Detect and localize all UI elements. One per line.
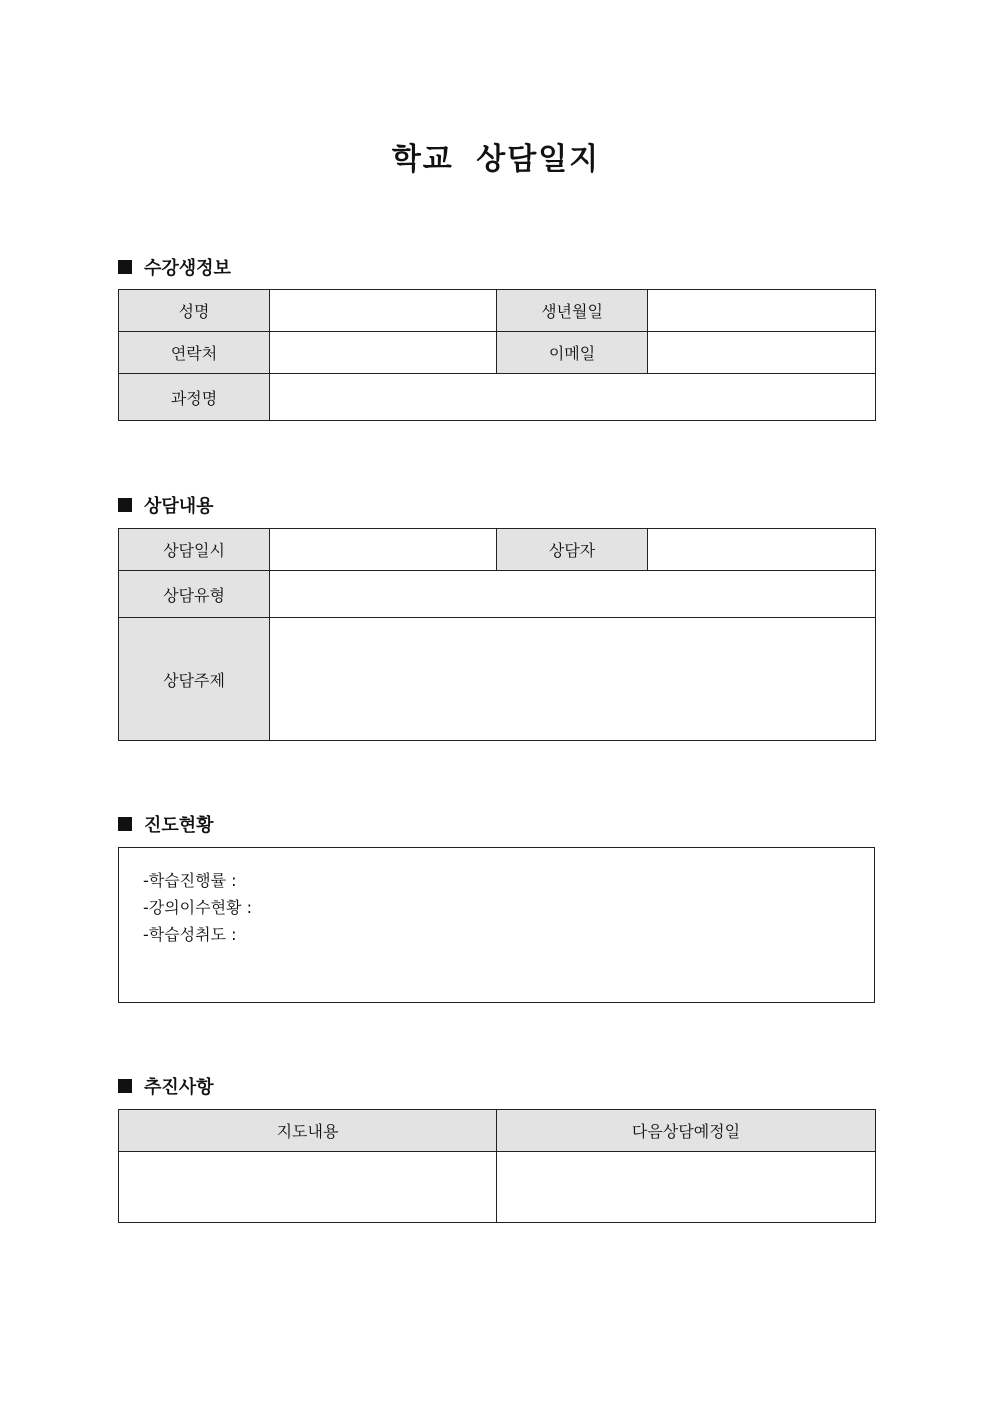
course-label: 과정명 — [119, 374, 270, 421]
student-info-table — [118, 289, 876, 421]
progress-line-lecture-completion: -강의이수현황 : — [143, 898, 252, 917]
section-heading-label: 진도현황 — [144, 815, 214, 836]
counselor-field[interactable] — [648, 529, 876, 571]
name-label: 성명 — [119, 290, 270, 332]
square-bullet-icon — [118, 1079, 132, 1093]
section-heading-progress — [118, 811, 214, 837]
progress-box[interactable] — [118, 847, 875, 1003]
datetime-field[interactable] — [270, 529, 497, 571]
next-date-field[interactable] — [497, 1152, 876, 1223]
guidance-header: 지도내용 — [119, 1110, 497, 1152]
type-label: 상담유형 — [119, 571, 270, 618]
guidance-field[interactable] — [119, 1152, 497, 1223]
section-heading-consultation — [118, 492, 214, 518]
course-field[interactable] — [270, 374, 876, 421]
document-title: 학교 상담일지 — [391, 142, 601, 177]
contact-field[interactable] — [270, 332, 497, 374]
counselor-label: 상담자 — [497, 529, 648, 571]
next-date-header: 다음상담예정일 — [497, 1110, 876, 1152]
section-heading-action-items — [118, 1073, 214, 1099]
name-field[interactable] — [270, 290, 497, 332]
section-heading-label: 상담내용 — [144, 496, 214, 517]
section-heading-student-info — [118, 254, 231, 280]
email-field[interactable] — [648, 332, 876, 374]
section-heading-label: 추진사항 — [144, 1077, 214, 1098]
topic-label: 상담주제 — [119, 618, 270, 741]
action-items-table — [118, 1109, 876, 1223]
type-field[interactable] — [270, 571, 876, 618]
square-bullet-icon — [118, 817, 132, 831]
birthdate-label: 생년월일 — [497, 290, 648, 332]
birthdate-field[interactable] — [648, 290, 876, 332]
consultation-table — [118, 528, 876, 741]
square-bullet-icon — [118, 260, 132, 274]
email-label: 이메일 — [497, 332, 648, 374]
contact-label: 연락처 — [119, 332, 270, 374]
topic-field[interactable] — [270, 618, 876, 741]
section-heading-label: 수강생정보 — [144, 258, 231, 279]
square-bullet-icon — [118, 498, 132, 512]
datetime-label: 상담일시 — [119, 529, 270, 571]
progress-line-achievement: -학습성취도 : — [143, 925, 237, 944]
progress-line-learning-rate: -학습진행률 : — [143, 871, 237, 890]
